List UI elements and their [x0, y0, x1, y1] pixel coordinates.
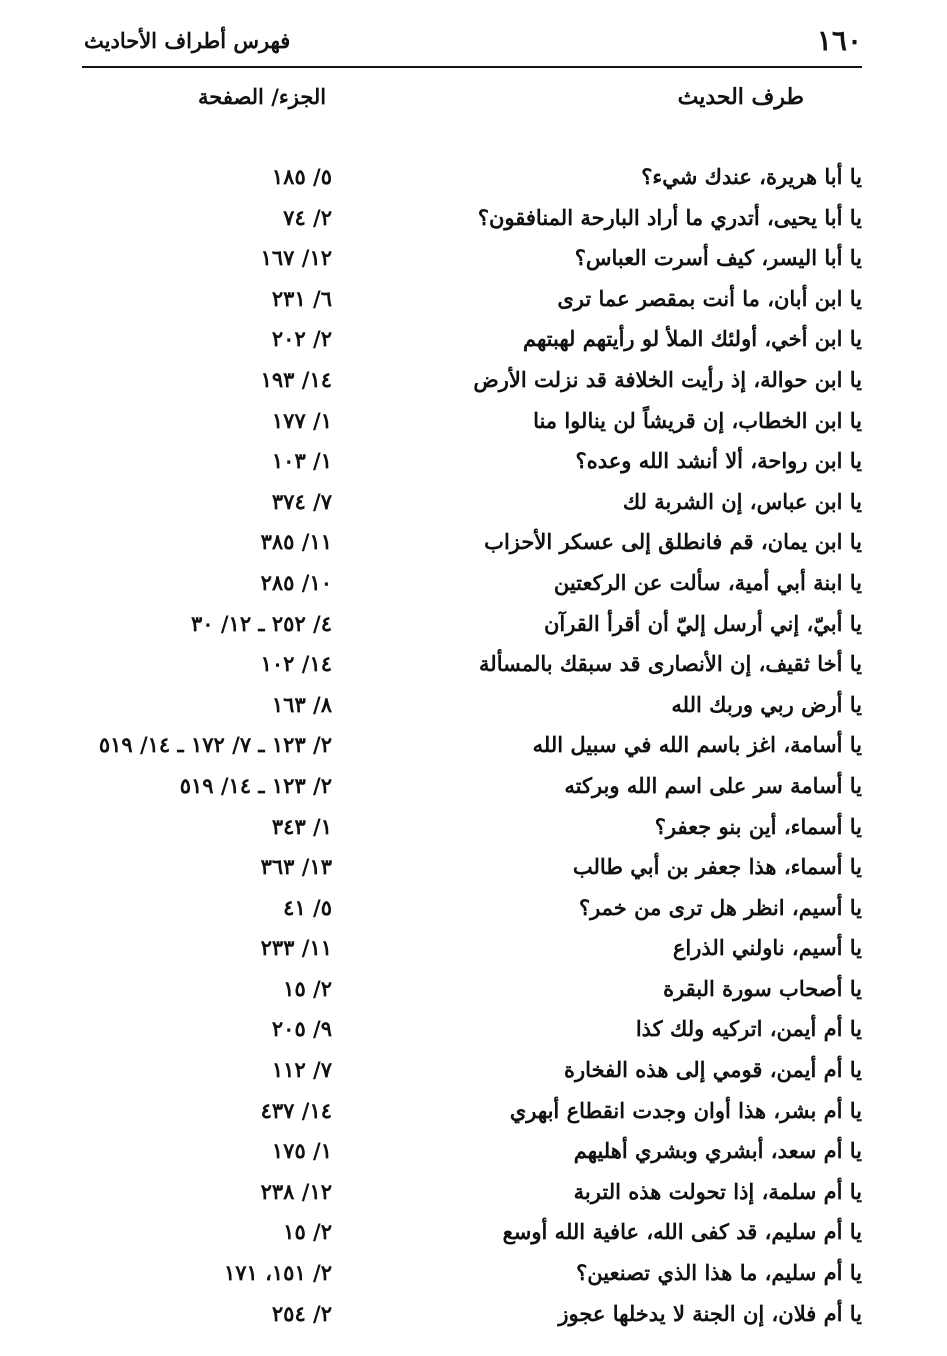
- volume-page-ref: ٥/ ١٨٥: [271, 164, 332, 189]
- volume-page-ref: ١٤/ ١٩٣: [260, 366, 332, 392]
- volume-page-ref: ١١/ ٣٨٥: [260, 529, 332, 555]
- hadith-text: يا أسامة، اغز باسم الله في سبيل الله: [532, 732, 862, 758]
- volume-page-ref: ٩/ ٢٠٥: [271, 1016, 332, 1042]
- list-item: [84, 847, 862, 888]
- list-item: [84, 279, 862, 320]
- volume-page-ref: ١/ ١٧٧: [271, 407, 332, 433]
- hadith-text: يا أبيّ، إني أرسل إليّ أن أقرأ القرآن: [543, 610, 862, 636]
- volume-page-ref: ١٣/ ٣٦٣: [260, 854, 332, 880]
- volume-page-ref: ٦/ ٢٣١: [271, 285, 332, 311]
- hadith-text: يا ابن الخطاب، إن قريشاً لن ينالوا منا: [533, 407, 862, 433]
- column-headers: [84, 80, 862, 116]
- volume-page-ref: ٢/ ١٢٣ ـ ١٤/ ٥١٩: [179, 772, 332, 798]
- volume-page-ref: ٢/ ١٥١، ١٧١: [223, 1260, 332, 1286]
- volume-page-ref: ١/ ١٧٥: [271, 1138, 332, 1164]
- volume-page-ref: ١/ ١٠٣: [271, 448, 332, 474]
- hadith-text: يا أم سليم، ما هذا الذي تصنعين؟: [576, 1260, 862, 1286]
- hadith-text: يا أبا هريرة، عندك شيء؟: [641, 164, 862, 189]
- volume-page-ref: ١٢/ ١٦٧: [260, 245, 332, 271]
- hadith-text: يا أم سليم، قد كفى الله، عافية الله أوسع: [502, 1219, 862, 1245]
- list-item: [84, 604, 862, 645]
- hadith-text: يا أصحاب سورة البقرة: [663, 975, 862, 1001]
- list-item: [84, 1091, 862, 1132]
- list-item: [84, 198, 862, 239]
- hadith-text: يا ابن أخي، أولئك الملأ لو رأيتهم لهبتهم: [523, 326, 862, 352]
- volume-page-ref: ٢/ ٢٠٢: [271, 326, 332, 352]
- list-item: [84, 807, 862, 848]
- hadith-text: يا ابن رواحة، ألا أنشد الله وعده؟: [575, 448, 862, 474]
- volume-page-ref: ٢/ ١٥: [283, 1219, 332, 1245]
- list-item: [84, 685, 862, 726]
- list-item: [84, 238, 862, 279]
- hadith-text: يا أسيم، ناولني الذراع: [672, 935, 862, 961]
- hadith-text: يا أخا ثقيف، إن الأنصارى قد سبقك بالمسألة: [479, 651, 862, 677]
- hadith-text: يا أم أيمن، قومي إلى هذه الفخارة: [564, 1057, 862, 1083]
- volume-page-ref: ١٤/ ١٠٢: [260, 651, 332, 677]
- page-number: ١٦٠: [816, 24, 862, 57]
- volume-page-ref: ١/ ٣٤٣: [271, 813, 332, 839]
- list-item: [84, 319, 862, 360]
- column-header-hadith: طرف الحديث: [677, 84, 804, 110]
- hadith-text: يا أسماء، أين بنو جعفر؟: [654, 813, 862, 839]
- running-title: فهرس أطراف الأحاديث: [84, 28, 291, 53]
- list-item: [84, 157, 862, 198]
- hadith-text: يا أسامة سر على اسم الله وبركته: [564, 772, 862, 798]
- volume-page-ref: ٢/ ١٥: [283, 975, 332, 1001]
- column-header-reference: الجزء/ الصفحة: [198, 84, 327, 109]
- hadith-index-list: [84, 157, 862, 1334]
- volume-page-ref: ٨/ ١٦٣: [271, 691, 332, 717]
- volume-page-ref: ٢/ ٧٤: [283, 204, 332, 230]
- volume-page-ref: ٢/ ١٢٣ ـ ٧/ ١٧٢ ـ ١٤/ ٥١٩: [98, 732, 332, 758]
- list-item: [84, 1009, 862, 1050]
- hadith-text: يا أبا اليسر، كيف أسرت العباس؟: [574, 245, 862, 271]
- volume-page-ref: ٢/ ٢٥٤: [271, 1300, 332, 1326]
- volume-page-ref: ١٢/ ٢٣٨: [260, 1178, 332, 1204]
- list-item: [84, 766, 862, 807]
- list-item: [84, 1050, 862, 1091]
- list-item: [84, 441, 862, 482]
- hadith-text: يا أبا يحيى، أتدري ما أراد البارحة المنافقون؟: [477, 204, 862, 230]
- hadith-text: يا أم سعد، أبشري وبشري أهليهم: [573, 1138, 862, 1164]
- volume-page-ref: ١٠/ ٢٨٥: [260, 569, 332, 595]
- hadith-text: يا أم أيمن، اتركيه ولك كذا: [635, 1016, 862, 1042]
- hadith-text: يا أسيم، انظر هل ترى من خمر؟: [578, 894, 862, 920]
- hadith-text: يا ابن يمان، قم فانطلق إلى عسكر الأحزاب: [484, 529, 862, 555]
- list-item: [84, 360, 862, 401]
- list-item: [84, 969, 862, 1010]
- header-rule: [82, 66, 862, 68]
- hadith-text: يا أم فلان، إن الجنة لا يدخلها عجوز: [558, 1300, 862, 1326]
- list-item: [84, 401, 862, 442]
- list-item: [84, 725, 862, 766]
- list-item: [84, 928, 862, 969]
- list-item: [84, 1131, 862, 1172]
- hadith-text: يا أرض ربي وربك الله: [671, 691, 862, 717]
- volume-page-ref: ٥/ ٤١: [283, 894, 332, 920]
- list-item: [84, 482, 862, 523]
- volume-page-ref: ٧/ ٣٧٤: [271, 488, 332, 514]
- list-item: [84, 1172, 862, 1213]
- list-item: [84, 522, 862, 563]
- hadith-text: يا أسماء، هذا جعفر بن أبي طالب: [572, 854, 862, 880]
- volume-page-ref: ١٤/ ٤٣٧: [260, 1097, 332, 1123]
- volume-page-ref: ١١/ ٢٣٣: [260, 935, 332, 961]
- list-item: [84, 1212, 862, 1253]
- hadith-text: يا ابن حوالة، إذ رأيت الخلافة قد نزلت الأرض: [473, 366, 862, 392]
- list-item: [84, 644, 862, 685]
- volume-page-ref: ٧/ ١١٢: [271, 1057, 332, 1083]
- hadith-text: يا أم بشر، هذا أوان وجدت انقطاع أبهري: [509, 1097, 862, 1123]
- list-item: [84, 888, 862, 929]
- list-item: [84, 1294, 862, 1335]
- hadith-text: يا ابن عباس، إن الشربة لك: [622, 488, 862, 514]
- hadith-text: يا أم سلمة، إذا تحولت هذه التربة: [573, 1178, 862, 1204]
- page-header: [84, 22, 862, 62]
- volume-page-ref: ٤/ ٢٥٢ ـ ١٢/ ٣٠: [191, 610, 332, 636]
- list-item: [84, 1253, 862, 1294]
- hadith-text: يا ابنة أبي أمية، سألت عن الركعتين: [553, 569, 862, 595]
- list-item: [84, 563, 862, 604]
- hadith-text: يا ابن أبان، ما أنت بمقصر عما ترى: [557, 285, 862, 311]
